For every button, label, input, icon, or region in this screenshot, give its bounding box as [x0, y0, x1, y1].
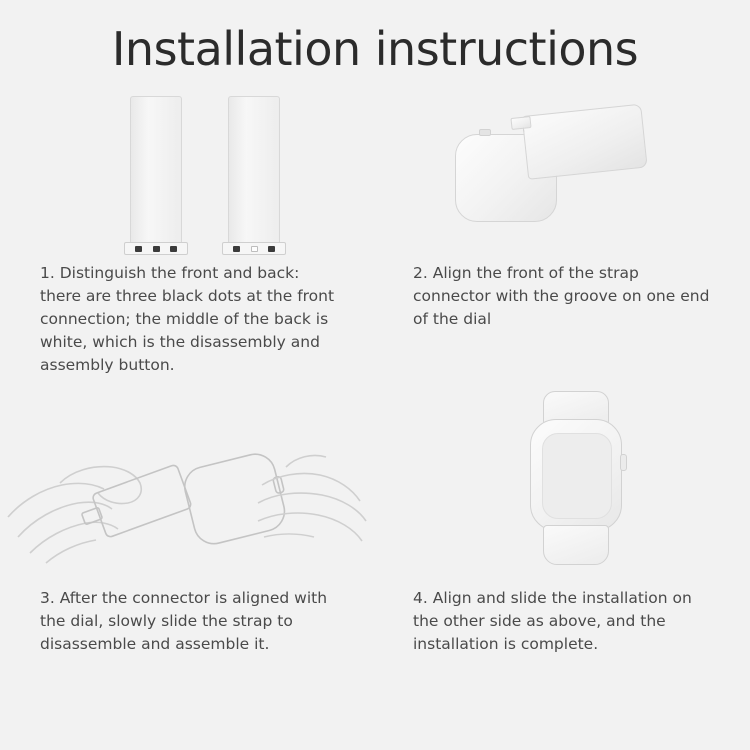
- watch-band-bottom: [543, 525, 609, 565]
- dial-nub: [479, 129, 491, 136]
- watch-face: [530, 419, 622, 531]
- strap-end-back: [228, 96, 280, 242]
- completed-watch-illustration: [375, 397, 750, 587]
- connector-front: [124, 242, 188, 255]
- strap-connector-tongue: [510, 116, 531, 130]
- steps-row-bottom: [0, 397, 750, 656]
- step-2: [375, 92, 750, 377]
- connector-dot-5: [268, 246, 275, 252]
- connector-back: [222, 242, 286, 255]
- hands-sliding-strap-illustration: [0, 397, 375, 587]
- steps-row-top: [0, 92, 750, 377]
- connector-dot-3: [170, 246, 177, 252]
- release-button-white: [251, 246, 258, 252]
- step-3-caption: 3. After the connector is aligned with the dial, slowly slide the strap to disassemble and assemble it.: [40, 589, 328, 653]
- step-3: [0, 397, 375, 656]
- step-4: [375, 397, 750, 656]
- hands-strap-svg: [0, 397, 375, 587]
- strap-end-front: [130, 96, 182, 242]
- connector-dot-2: [153, 246, 160, 252]
- strap-aligned-with-dial-illustration: [375, 92, 750, 262]
- step-1: [0, 92, 375, 377]
- step-2-caption: 2. Align the front of the strap connector with the groove on one end of the dial: [413, 264, 710, 328]
- step-1-caption: 1. Distinguish the front and back: there are three black dots at the front connection; the middle of the back is white, which is the disassembly and assembly button.: [40, 264, 335, 374]
- watch-screen: [542, 433, 612, 519]
- page-title: Installation instructions: [111, 22, 639, 76]
- strap-connector-block: [522, 104, 648, 180]
- strap-ends-front-back-illustration: [0, 92, 375, 262]
- step-4-caption: 4. Align and slide the installation on the other side as above, and the installation is complete.: [413, 589, 692, 653]
- steps-grid: [0, 92, 750, 656]
- connector-dot-4: [233, 246, 240, 252]
- connector-dot-1: [135, 246, 142, 252]
- watch-crown: [620, 454, 627, 471]
